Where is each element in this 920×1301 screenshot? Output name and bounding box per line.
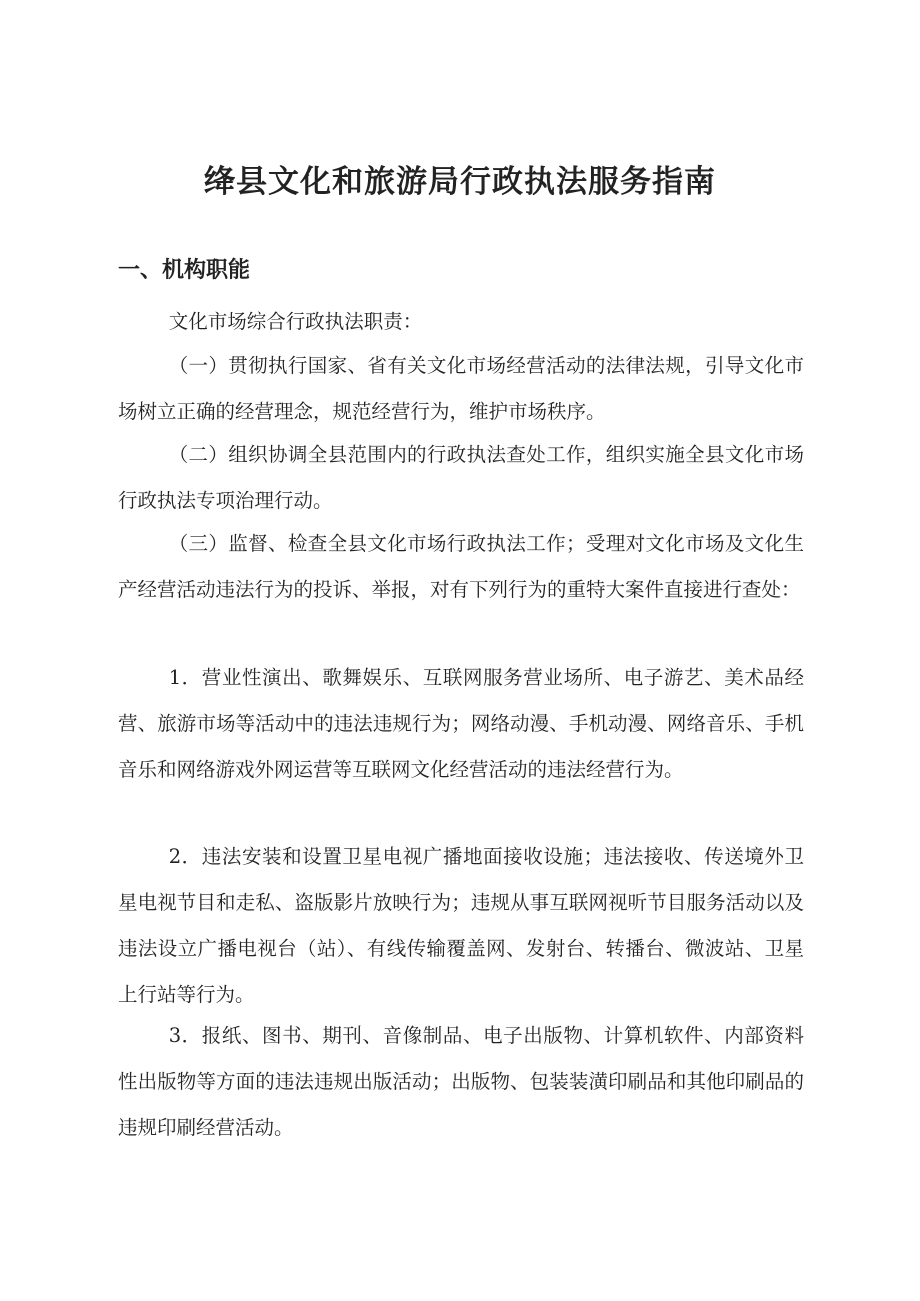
paragraph-duty-2: （二）组织协调全县范围内的行政执法查处工作，组织实施全县文化市场行政执法专项治理行动。 bbox=[118, 443, 804, 512]
paragraph-item-1: 1．营业性演出、歌舞娱乐、互联网服务营业场所、电子游艺、美术品经营、旅游市场等活动中的违法违规行为；网络动漫、手机动漫、网络音乐、手机音乐和网络游戏外网运营等互联网文化经营活动的违法经营行为。 bbox=[118, 666, 804, 781]
paragraph-item-3: 3．报纸、图书、期刊、音像制品、电子出版物、计算机软件、内部资料性出版物等方面的违法违规出版活动；出版物、包装装潢印刷品和其他印刷品的违规印刷经营活动。 bbox=[118, 1024, 804, 1139]
paragraph-duty-3: （三）监督、检查全县文化市场行政执法工作；受理对文化市场及文化生产经营活动违法行为的投诉、举报，对有下列行为的重特大案件直接进行查处： bbox=[118, 532, 804, 601]
paragraph-duty-1: （一）贯彻执行国家、省有关文化市场经营活动的法律法规，引导文化市场树立正确的经营理念，规范经营行为，维护市场秩序。 bbox=[118, 354, 804, 423]
paragraph-duties-intro: 文化市场综合行政执法职责： bbox=[168, 310, 423, 333]
section-heading-institutional-functions: 一、机构职能 bbox=[118, 258, 251, 283]
document-title: 绛县文化和旅游局行政执法服务指南 bbox=[204, 164, 716, 200]
paragraph-item-2: 2．违法安装和设置卫星电视广播地面接收设施；违法接收、传送境外卫星电视节目和走私、盗版影片放映行为；违规从事互联网视听节目服务活动以及违法设立广播电视台（站）、有线传输覆盖网、发射台、转播台、微波站、卫星上行站等行为。 bbox=[118, 845, 804, 1006]
